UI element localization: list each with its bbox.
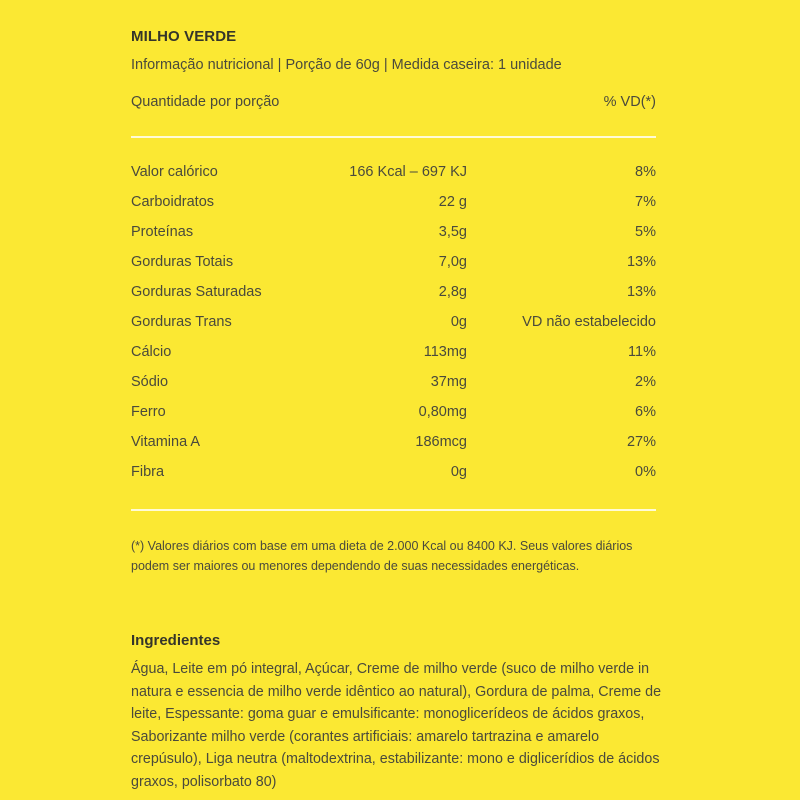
nutrient-vd: 8% — [635, 164, 656, 180]
ingredients-text: Água, Leite em pó integral, Açúcar, Creme de milho verde (suco de milho verde in natura e essencia de milho verde idêntico ao natural), Gordura de palma, Creme de leite, Espessante: goma guar e emulsificante: monoglicerídeos de ácidos graxos, Saborizante milho verde (corantes artificiais: amarelo tartrazina e amarelo crepúsulo), Liga neutra (maltodextrina, estabilizante: mono e diglicerídios de ácidos graxos, polisorbato 80) — [131, 661, 662, 790]
nutrient-name: Fibra — [131, 464, 165, 480]
nutrient-vd: 0% — [635, 464, 656, 480]
nutrient-amount: 37mg — [430, 374, 467, 390]
daily-values-footnote: (*) Valores diários com base em uma dieta de 2.000 Kcal ou 8400 KJ. Seus valores diários podem ser maiores ou menores dependendo de suas necessidades energéticas. — [131, 539, 633, 573]
table-header — [131, 94, 656, 110]
product-title: MILHO VERDE — [131, 28, 237, 45]
nutrient-amount: 113mg — [423, 344, 467, 360]
nutrition-panel — [131, 0, 662, 800]
ingredients-title: Ingredientes — [131, 632, 221, 649]
nutrient-name: Gorduras Saturadas — [131, 284, 262, 300]
nutrient-vd: 27% — [626, 434, 656, 450]
divider-bottom — [131, 509, 656, 511]
table-row — [131, 283, 656, 313]
table-row — [131, 163, 656, 193]
nutrient-name: Gorduras Totais — [131, 254, 234, 270]
nutrient-vd: 6% — [635, 404, 656, 420]
nutrient-name: Valor calórico — [131, 164, 218, 180]
nutrient-name: Cálcio — [131, 344, 172, 360]
table-row — [131, 253, 656, 283]
nutrient-vd: 5% — [635, 224, 656, 240]
table-row — [131, 223, 656, 253]
divider-top — [131, 136, 656, 138]
nutrient-amount: 2,8g — [438, 284, 467, 300]
table-row — [131, 343, 656, 373]
table-row — [131, 403, 656, 433]
nutrient-amount: 186mcg — [415, 434, 467, 450]
nutrient-amount: 7,0g — [438, 254, 467, 270]
table-row — [131, 433, 656, 463]
nutrient-amount: 166 Kcal – 697 KJ — [349, 164, 467, 180]
nutrient-name: Ferro — [131, 404, 166, 420]
nutrient-vd: 13% — [626, 254, 656, 270]
nutrient-vd: 11% — [628, 344, 656, 360]
nutrient-table — [131, 163, 656, 493]
vd-header: % VD(*) — [603, 94, 656, 110]
nutrient-amount: 22 g — [438, 194, 467, 210]
nutrient-amount: 0,80mg — [418, 404, 467, 420]
nutrient-vd: 2% — [635, 374, 656, 390]
nutrient-vd: VD não estabelecido — [522, 314, 656, 330]
nutrition-subtitle: Informação nutricional | Porção de 60g | Medida caseira: 1 unidade — [131, 57, 562, 73]
table-row — [131, 463, 656, 493]
table-row — [131, 193, 656, 223]
nutrient-vd: 7% — [635, 194, 656, 210]
nutrient-name: Carboidratos — [131, 194, 215, 210]
nutrient-amount: 0g — [450, 314, 467, 330]
nutrient-name: Proteínas — [131, 224, 194, 240]
table-row — [131, 313, 656, 343]
nutrient-amount: 0g — [450, 464, 467, 480]
quantity-header: Quantidade por porção — [131, 94, 280, 110]
nutrient-amount: 3,5g — [438, 224, 467, 240]
nutrient-name: Gorduras Trans — [131, 314, 232, 330]
table-row — [131, 373, 656, 403]
nutrient-vd: 13% — [626, 284, 656, 300]
nutrient-name: Sódio — [131, 374, 169, 390]
nutrient-name: Vitamina A — [131, 434, 201, 450]
